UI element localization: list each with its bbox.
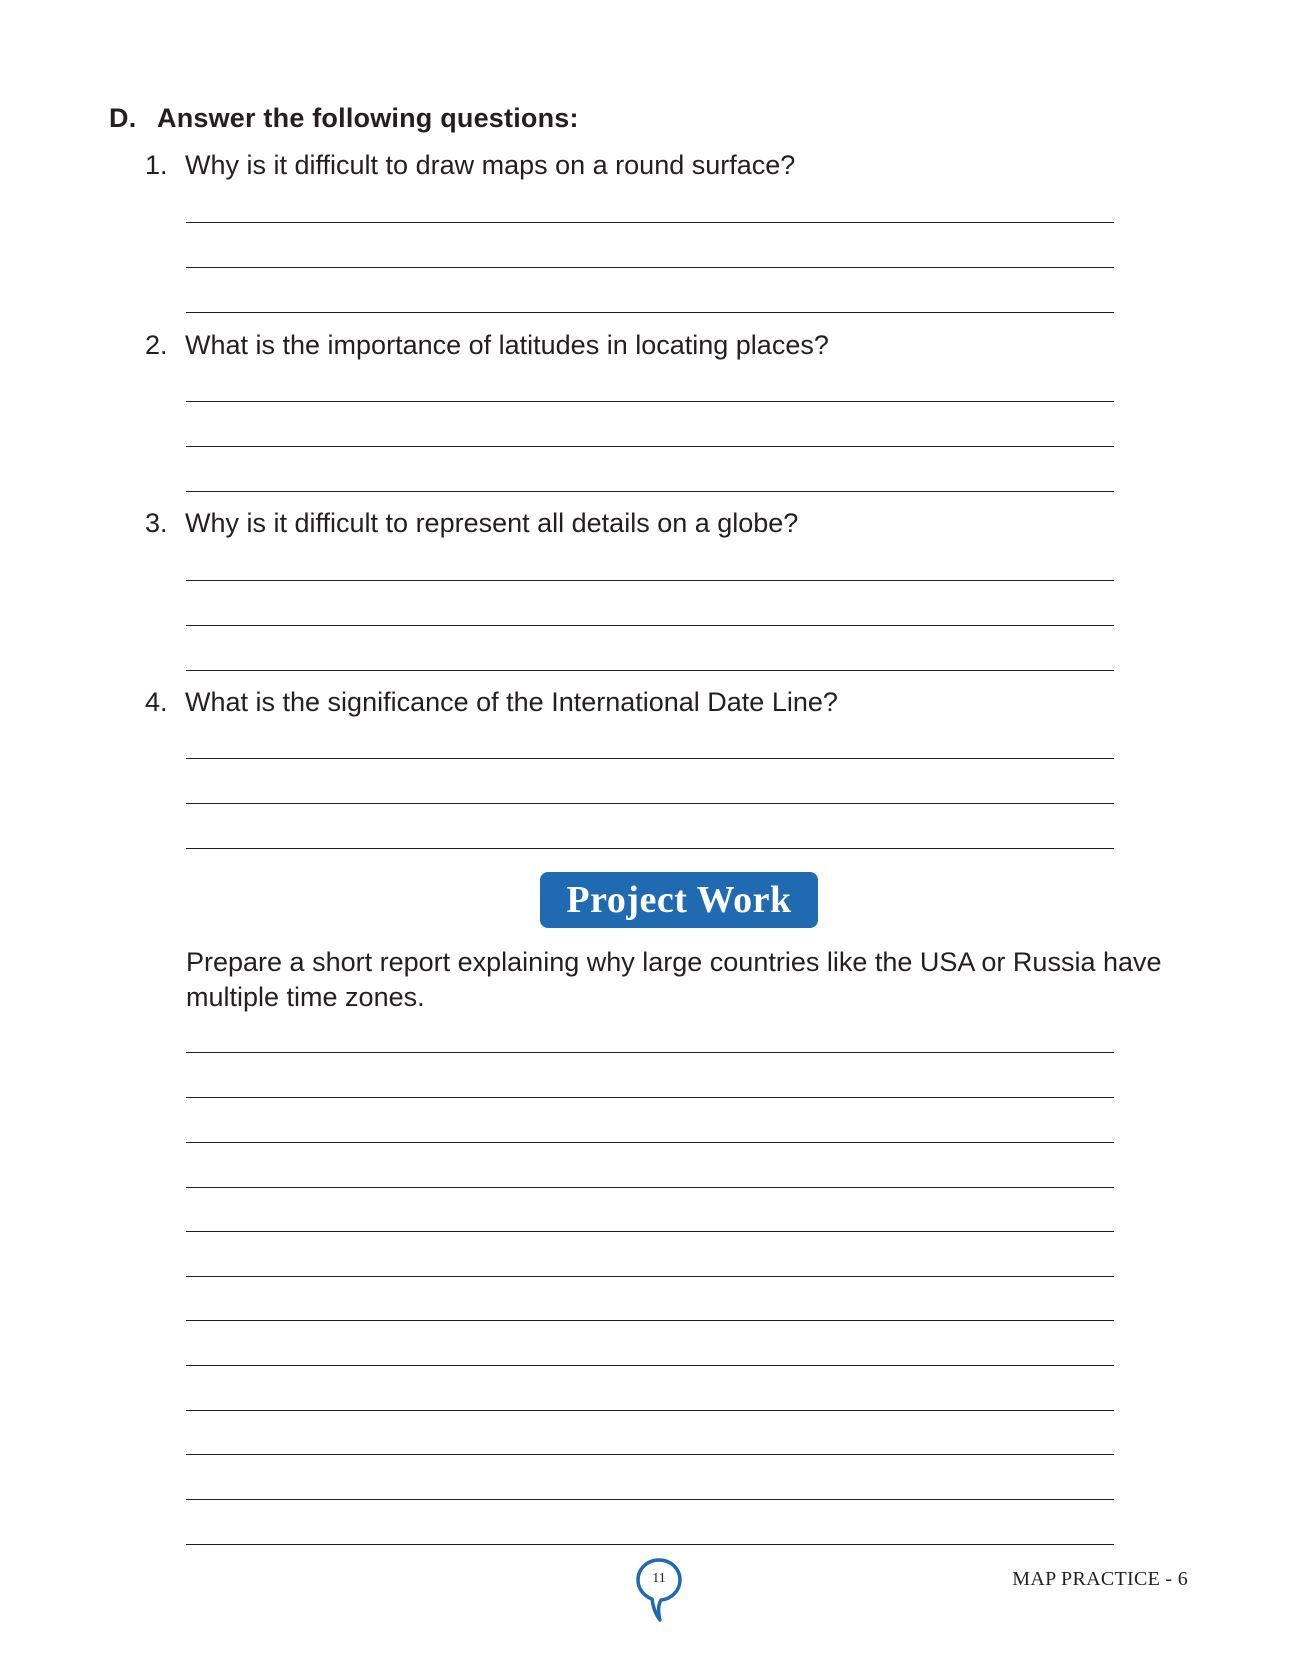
project-answer-line[interactable] [186, 1142, 1114, 1143]
question-number: 1. [145, 150, 168, 180]
answer-line[interactable] [186, 491, 1114, 492]
page-number-badge [634, 1557, 684, 1623]
project-answer-line[interactable] [186, 1365, 1114, 1366]
project-answer-line[interactable] [186, 1231, 1114, 1232]
question-text [145, 150, 795, 181]
answer-line[interactable] [186, 267, 1114, 268]
project-answer-line[interactable] [186, 1410, 1114, 1411]
question-text [145, 508, 798, 539]
answer-line[interactable] [186, 580, 1114, 581]
answer-line[interactable] [186, 803, 1114, 804]
page-number: 11 [652, 1571, 666, 1586]
project-answer-line[interactable] [186, 1276, 1114, 1277]
question-label: Why is it difficult to draw maps on a round surface? [185, 150, 796, 180]
answer-line[interactable] [186, 670, 1114, 671]
answer-line[interactable] [186, 848, 1114, 849]
answer-line[interactable] [186, 312, 1114, 313]
question-text [145, 330, 829, 361]
question-number: 2. [145, 330, 168, 360]
project-answer-line[interactable] [186, 1544, 1114, 1545]
answer-line[interactable] [186, 401, 1114, 402]
project-answer-line[interactable] [186, 1097, 1114, 1098]
project-work-badge: Project Work [540, 872, 818, 928]
answer-line[interactable] [186, 222, 1114, 223]
project-answer-line[interactable] [186, 1187, 1114, 1188]
project-prompt: Prepare a short report explaining why large countries like the USA or Russia have multiple time zones. [186, 947, 1162, 1012]
question-label: What is the importance of latitudes in locating places? [185, 330, 829, 360]
project-answer-line[interactable] [186, 1052, 1114, 1053]
section-title: Answer the following questions: [157, 103, 579, 133]
footer-book-title: MAP PRACTICE - 6 [1012, 1568, 1188, 1590]
question-label: Why is it difficult to represent all details on a globe? [185, 508, 799, 538]
section-heading [109, 103, 579, 134]
answer-line[interactable] [186, 446, 1114, 447]
project-answer-line[interactable] [186, 1320, 1114, 1321]
question-number: 4. [145, 687, 168, 717]
answer-line[interactable] [186, 758, 1114, 759]
question-number: 3. [145, 508, 168, 538]
question-text [145, 687, 838, 718]
answer-line[interactable] [186, 625, 1114, 626]
project-answer-line[interactable] [186, 1454, 1114, 1455]
question-label: What is the significance of the International Date Line? [185, 687, 838, 717]
project-answer-line[interactable] [186, 1499, 1114, 1500]
speech-bubble-icon [634, 1557, 684, 1623]
section-letter: D. [109, 103, 137, 133]
